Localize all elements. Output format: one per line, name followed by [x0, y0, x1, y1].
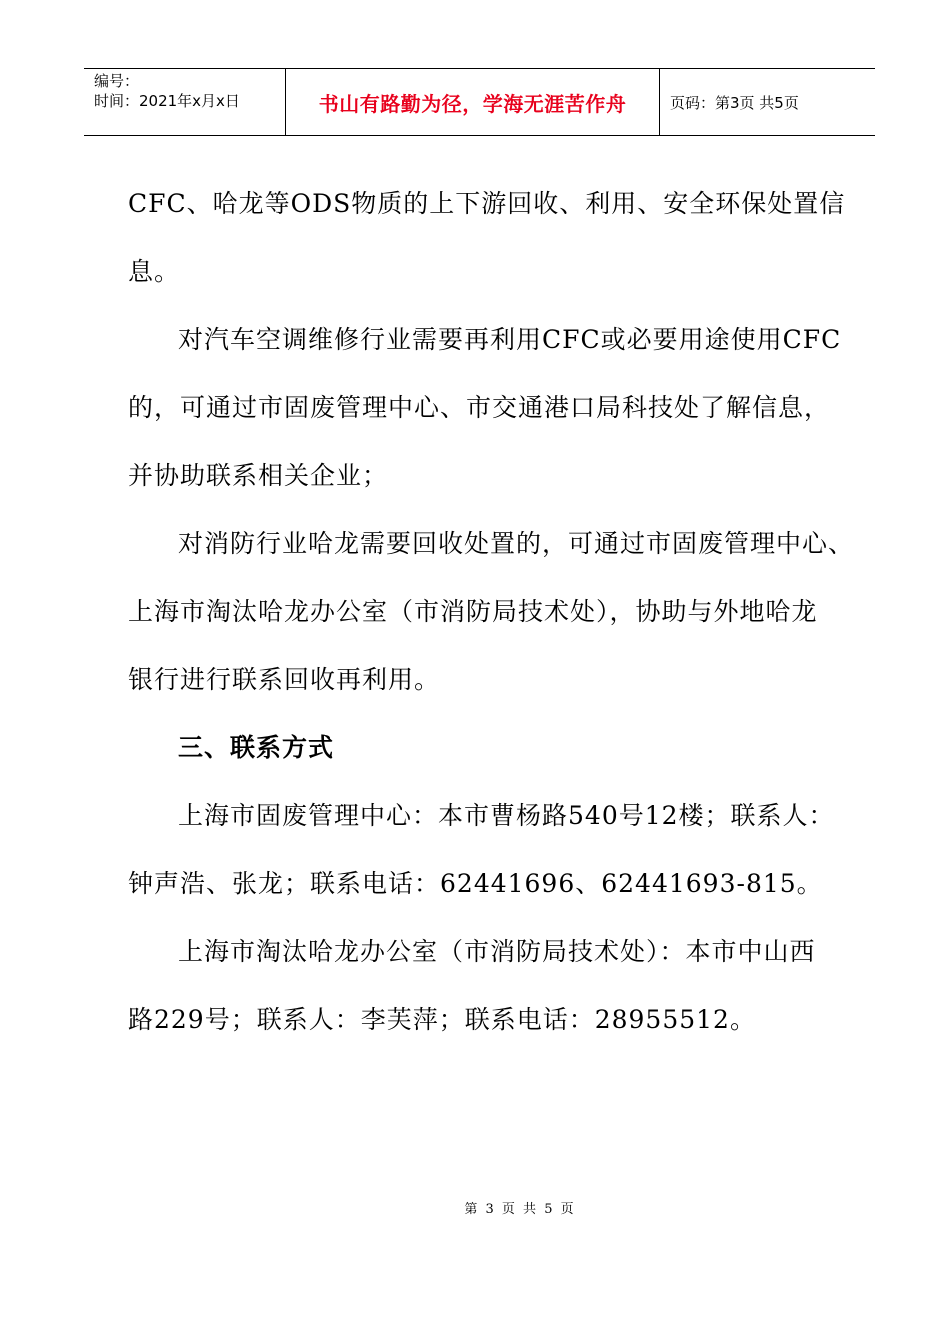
header-page-number: 页码：第3页 共5页 [670, 93, 799, 112]
document-number-label: 编号： [94, 72, 140, 90]
header-motto-cell [286, 69, 660, 135]
document-header [84, 68, 875, 136]
body-line: 对消防行业哈龙需要回收处置的，可通过市固废管理中心、 [178, 529, 855, 558]
header-page-cell [660, 69, 875, 135]
body-line: 上海市淘汰哈龙办公室（市消防局技术处），协助与外地哈龙 [128, 597, 818, 626]
motto-text: 书山有路勤为径，学海无涯苦作舟 [318, 91, 627, 116]
body-line: 上海市淘汰哈龙办公室（市消防局技术处）：本市中山西 [178, 937, 816, 966]
body-line: 路229号；联系人：李芙萍；联系电话：28955512。 [128, 1005, 756, 1034]
body-line: CFC、哈龙等ODS物质的上下游回收、利用、安全环保处置信 [128, 189, 846, 218]
body-line: 钟声浩、张龙；联系电话：62441696、62441693-815。 [128, 869, 823, 898]
document-time-label: 时间：2021年x月x日 [94, 92, 240, 110]
body-line: 的，可通过市固废管理中心、市交通港口局科技处了解信息， [128, 393, 831, 422]
body-line: 并协助联系相关企业； [128, 461, 389, 490]
body-line: 上海市固废管理中心：本市曹杨路540号12楼；联系人： [178, 801, 835, 830]
section-heading: 三、联系方式 [178, 733, 335, 762]
body-line: 对汽车空调维修行业需要再利用CFC或必要用途使用CFC [178, 325, 842, 354]
body-line: 银行进行联系回收再利用。 [128, 665, 441, 694]
page-footer: 第 3 页 共 5 页 [464, 1202, 576, 1217]
header-meta-cell [84, 69, 286, 135]
body-line: 息。 [128, 257, 181, 286]
document-body [128, 170, 855, 1054]
